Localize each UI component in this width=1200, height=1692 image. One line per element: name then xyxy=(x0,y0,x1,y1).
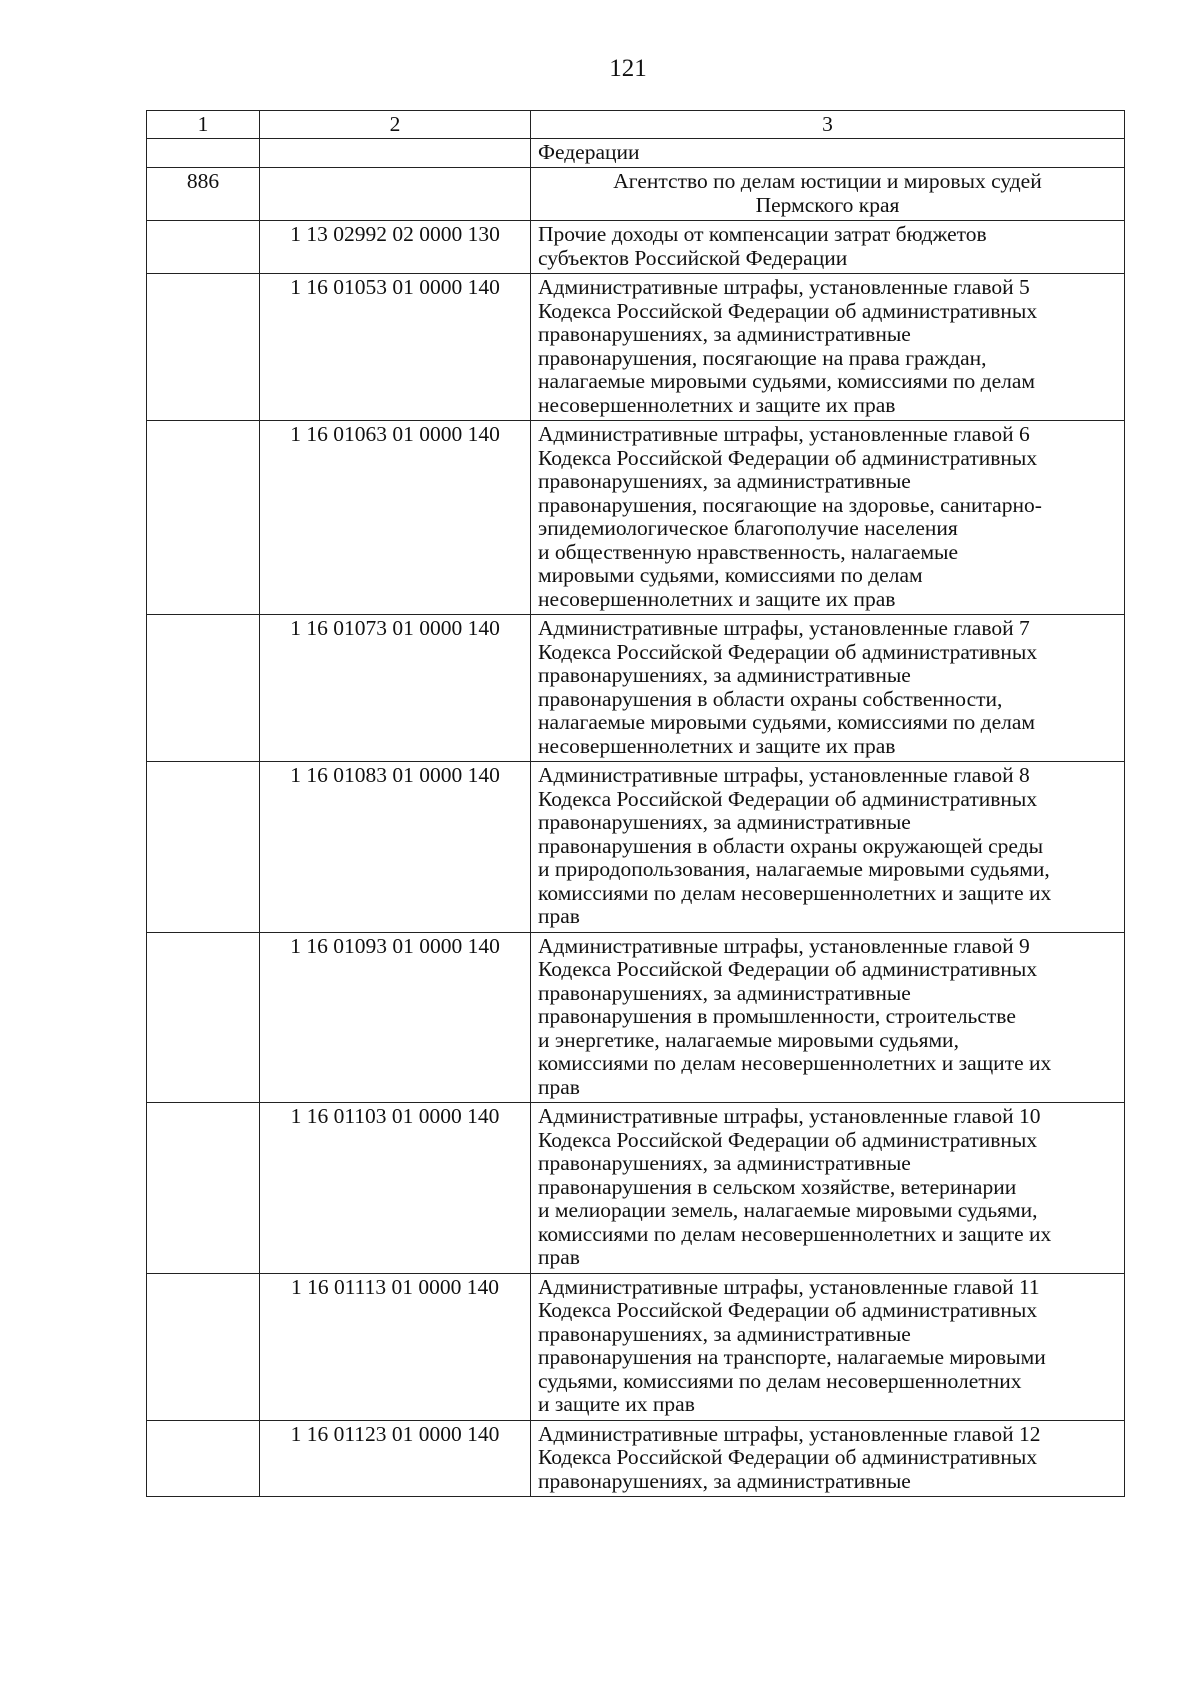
description-line: Кодекса Российской Федерации об административных xyxy=(538,445,1038,470)
revenue-code: 1 16 01103 01 0000 140 xyxy=(260,1103,531,1274)
revenue-code: 1 16 01053 01 0000 140 xyxy=(260,274,531,421)
revenue-code: 1 16 01083 01 0000 140 xyxy=(260,762,531,933)
description-line: правонарушениях, за административные xyxy=(538,322,911,346)
description-line: Административные штрафы, установленные главой 5 xyxy=(538,275,1030,299)
revenue-code: 1 16 01113 01 0000 140 xyxy=(260,1273,531,1420)
empty-cell xyxy=(147,762,260,933)
agency-name-line: Пермского края xyxy=(755,192,900,217)
description-line: Прочие доходы от компенсации затрат бюджетов xyxy=(538,222,987,246)
description-line: и защите их прав xyxy=(538,1392,695,1416)
description-line: Кодекса Российской Федерации об административных xyxy=(538,639,1038,664)
revenue-description xyxy=(531,274,1125,421)
description-line: Кодекса Российской Федерации об административных xyxy=(538,1445,1038,1469)
description-line: несовершеннолетних и защите их прав xyxy=(538,733,896,758)
description-line: правонарушения в области охраны окружающей среды xyxy=(538,833,1044,858)
agency-code: 886 xyxy=(147,168,260,221)
description-line: Административные штрафы, установленные главой 9 xyxy=(538,933,1030,958)
empty-cell xyxy=(260,138,531,168)
description-line: налагаемые мировыми судьями, комиссиями по делам xyxy=(538,369,1035,393)
table-row xyxy=(147,221,1125,274)
empty-cell xyxy=(147,421,260,615)
description-line: Кодекса Российской Федерации об административных xyxy=(538,298,1038,323)
budget-codes-table xyxy=(146,110,1125,1497)
table-row xyxy=(147,762,1125,933)
table-header-row xyxy=(147,111,1125,139)
table-row xyxy=(147,615,1125,762)
description-line: Административные штрафы, установленные главой 10 xyxy=(538,1104,1041,1128)
revenue-description xyxy=(531,221,1125,274)
description-line: правонарушениях, за административные xyxy=(538,980,911,1005)
description-line: Административные штрафы, установленные главой 11 xyxy=(538,1274,1040,1299)
description-line: мировыми судьями, комиссиями по делам xyxy=(538,563,923,587)
revenue-code: 1 16 01093 01 0000 140 xyxy=(260,932,531,1103)
description-line: Административные штрафы, установленные главой 6 xyxy=(538,422,1030,446)
empty-cell xyxy=(147,1103,260,1274)
agency-name xyxy=(531,168,1125,221)
description-line: Административные штрафы, установленные главой 7 xyxy=(538,616,1030,640)
description-line: Кодекса Российской Федерации об административных xyxy=(538,786,1038,811)
description-line: правонарушениях, за административные xyxy=(538,1151,911,1175)
description-line: субъектов Российской Федерации xyxy=(538,245,848,270)
description-line: прав xyxy=(538,1074,580,1099)
revenue-description xyxy=(531,615,1125,762)
revenue-description xyxy=(531,1273,1125,1420)
empty-cell xyxy=(260,168,531,221)
continuation-text: Федерации xyxy=(531,138,1125,168)
empty-cell xyxy=(147,1273,260,1420)
table-row xyxy=(147,1420,1125,1497)
description-line: несовершеннолетних и защите их прав xyxy=(538,586,896,611)
column-header-2: 2 xyxy=(260,111,531,139)
description-line: и природопользования, налагаемые мировыми судьями, xyxy=(538,857,1050,881)
description-line: комиссиями по делам несовершеннолетних и защите их xyxy=(538,1221,1052,1246)
description-line: судьями, комиссиями по делам несовершеннолетних xyxy=(538,1368,1022,1393)
revenue-description xyxy=(531,932,1125,1103)
empty-cell xyxy=(147,138,260,168)
table-row xyxy=(147,274,1125,421)
empty-cell xyxy=(147,932,260,1103)
description-line: правонарушения в области охраны собственности, xyxy=(538,686,1003,711)
revenue-description xyxy=(531,762,1125,933)
description-line: правонарушениях, за административные xyxy=(538,1321,911,1346)
revenue-description xyxy=(531,1103,1125,1274)
description-line: эпидемиологическое благополучие населения xyxy=(538,516,958,540)
empty-cell xyxy=(147,274,260,421)
table-row xyxy=(147,932,1125,1103)
column-header-3: 3 xyxy=(531,111,1125,139)
agency-name-line: Агентство по делам юстиции и мировых судей xyxy=(613,169,1042,193)
empty-cell xyxy=(147,221,260,274)
description-line: прав xyxy=(538,904,580,928)
description-line: правонарушения на транспорте, налагаемые мировыми xyxy=(538,1345,1046,1369)
agency-row xyxy=(147,168,1125,221)
description-line: правонарушения, посягающие на права граждан, xyxy=(538,345,987,370)
description-line: правонарушениях, за административные xyxy=(538,663,911,687)
description-line: комиссиями по делам несовершеннолетних и защите их xyxy=(538,880,1052,905)
description-line: правонарушениях, за административные xyxy=(538,469,911,493)
description-line: правонарушения в промышленности, строительстве xyxy=(538,1004,1016,1028)
empty-cell xyxy=(147,1420,260,1497)
page-number: 121 xyxy=(609,55,647,82)
table-row xyxy=(147,1103,1125,1274)
description-line: правонарушения в сельском хозяйстве, ветеринарии xyxy=(538,1174,1017,1199)
description-line: и мелиорации земель, налагаемые мировыми судьями, xyxy=(538,1198,1038,1222)
empty-cell xyxy=(147,615,260,762)
revenue-code: 1 16 01123 01 0000 140 xyxy=(260,1420,531,1497)
column-header-1: 1 xyxy=(147,111,260,139)
description-line: правонарушениях, за административные xyxy=(538,810,911,834)
description-line: правонарушения, посягающие на здоровье, санитарно- xyxy=(538,492,1042,517)
description-line: комиссиями по делам несовершеннолетних и защите их xyxy=(538,1051,1052,1075)
description-line: налагаемые мировыми судьями, комиссиями по делам xyxy=(538,710,1035,734)
revenue-code: 1 13 02992 02 0000 130 xyxy=(260,221,531,274)
description-line: и энергетике, налагаемые мировыми судьями, xyxy=(538,1027,959,1052)
description-line: Кодекса Российской Федерации об административных xyxy=(538,1298,1038,1322)
description-line: Кодекса Российской Федерации об административных xyxy=(538,1127,1038,1152)
table-row xyxy=(147,421,1125,615)
revenue-description xyxy=(531,1420,1125,1497)
description-line: и общественную нравственность, налагаемые xyxy=(538,539,959,564)
description-line: прав xyxy=(538,1245,580,1269)
table-row xyxy=(147,1273,1125,1420)
description-line: Административные штрафы, установленные главой 12 xyxy=(538,1421,1041,1446)
continuation-row xyxy=(147,138,1125,168)
description-line: несовершеннолетних и защите их прав xyxy=(538,392,896,417)
description-line: правонарушениях, за административные xyxy=(538,1468,911,1493)
description-line: Кодекса Российской Федерации об административных xyxy=(538,957,1038,981)
revenue-description xyxy=(531,421,1125,615)
revenue-code: 1 16 01063 01 0000 140 xyxy=(260,421,531,615)
revenue-code: 1 16 01073 01 0000 140 xyxy=(260,615,531,762)
description-line: Административные штрафы, установленные главой 8 xyxy=(538,763,1030,787)
